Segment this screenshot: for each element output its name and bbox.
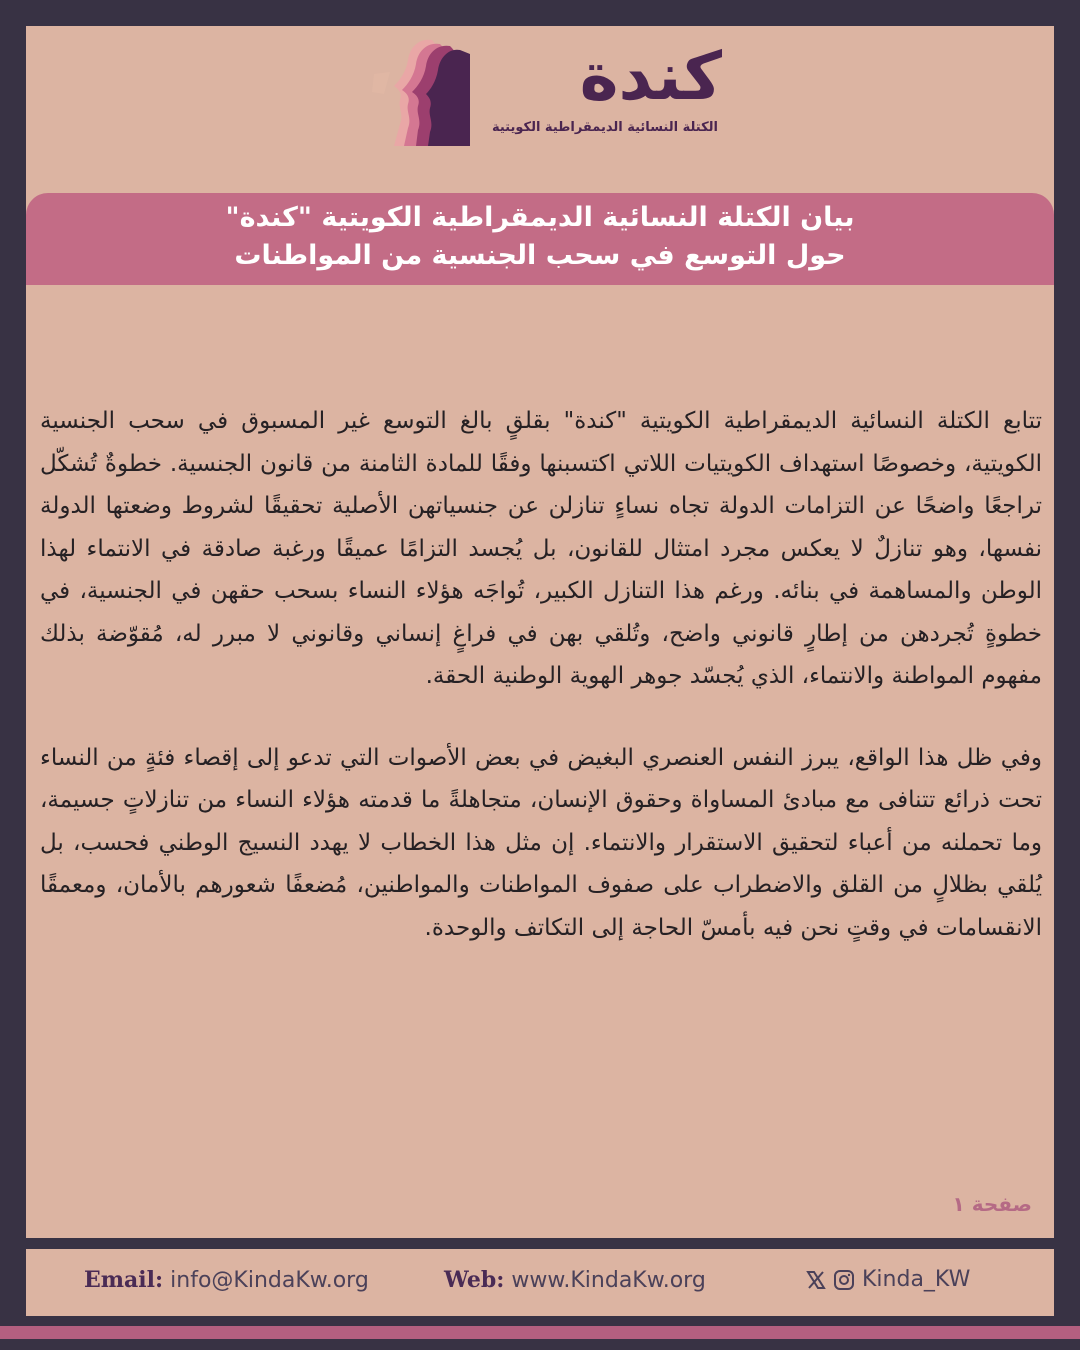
web-value[interactable]: www.KindaKw.org bbox=[511, 1268, 706, 1293]
kinda-logo bbox=[370, 34, 730, 154]
email-value[interactable]: info@KindaKw.org bbox=[170, 1268, 369, 1293]
paragraph-2: وفي ظل هذا الواقع، يبرز النفس العنصري البغيض في بعض الأصوات التي تدعو إلى إقصاء فئةٍ من النساء تحت ذرائع تتنافى مع مبادئ المساواة وحقوق الإنسان، متجاهلةً ما قدمته هؤلاء النساء من تنازلاتٍ جسيمة، وما تحملنه من أعباء لتحقيق الاستقرار والانتماء. إن مثل هذا الخطاب لا يهدد النسيج الوطني فحسب، بل يُلقي بظلالٍ من القلق والاضطراب على صفوف المواطنات والمواطنين، مُضعفًا شعورهم بالأمان، ومعمقًا الانقسامات في وقتٍ نحن فيه بأمسّ الحاجة إلى التكاتف والوحدة. bbox=[40, 744, 1042, 941]
logo-subtitle: الكتلة النسائية الديمقراطية الكويتية bbox=[491, 120, 718, 135]
logo-wordmark: كندة bbox=[579, 38, 722, 115]
web-label: Web: bbox=[444, 1267, 505, 1293]
page-number: صفحة ١ bbox=[952, 1192, 1032, 1216]
title-line-1: بيان الكتلة النسائية الديمقراطية الكويتية "كندة" bbox=[225, 202, 855, 233]
instagram-icon[interactable] bbox=[833, 1269, 855, 1291]
paragraph-1: تتابع الكتلة النسائية الديمقراطية الكويتية "كندة" بقلقٍ بالغ التوسع غير المسبوق في سحب الجنسية الكويتية، وخصوصًا استهداف الكويتيات اللاتي اكتسبنها وفقًا للمادة الثامنة من قانون الجنسية. خطوةٌ تُشكّل تراجعًا واضحًا عن التزامات الدولة تجاه نساءٍ تنازلن عن جنسياتهن الأصلية تحقيقًا لشروط وضعتها الدولة نفسها، وهو تنازلٌ لا يعكس مجرد امتثال للقانون، بل يُجسد التزامًا عميقًا ورغبة صادقة في الانتماء لهذا الوطن والمساهمة في بنائه. ورغم هذا التنازل الكبير، تُواجَه هؤلاء النساء بسحب حقهن في الجنسية، في خطوةٍ تُجردهن من إطارٍ قانوني واضح، وتُلقي بهن في فراغٍ إنساني وقانوني لا مبرر له، مُقوّضة بذلك مفهوم المواطنة والانتماء، الذي يُجسّد جوهر الهوية الوطنية الحقة. bbox=[40, 408, 1042, 689]
footer-social[interactable] bbox=[806, 1265, 970, 1295]
statement-body bbox=[40, 400, 1042, 988]
email-label: Email: bbox=[84, 1267, 164, 1293]
footer-email[interactable] bbox=[84, 1265, 369, 1296]
title-banner bbox=[26, 193, 1054, 285]
title-line-2: حول التوسع في سحب الجنسية من المواطنات bbox=[234, 240, 846, 271]
women-profiles-logo-icon bbox=[370, 34, 470, 154]
x-icon[interactable] bbox=[806, 1270, 826, 1290]
footer-web[interactable] bbox=[444, 1265, 706, 1296]
social-handle[interactable]: Kinda_KW bbox=[862, 1267, 971, 1292]
footer-stripe bbox=[0, 1326, 1080, 1339]
